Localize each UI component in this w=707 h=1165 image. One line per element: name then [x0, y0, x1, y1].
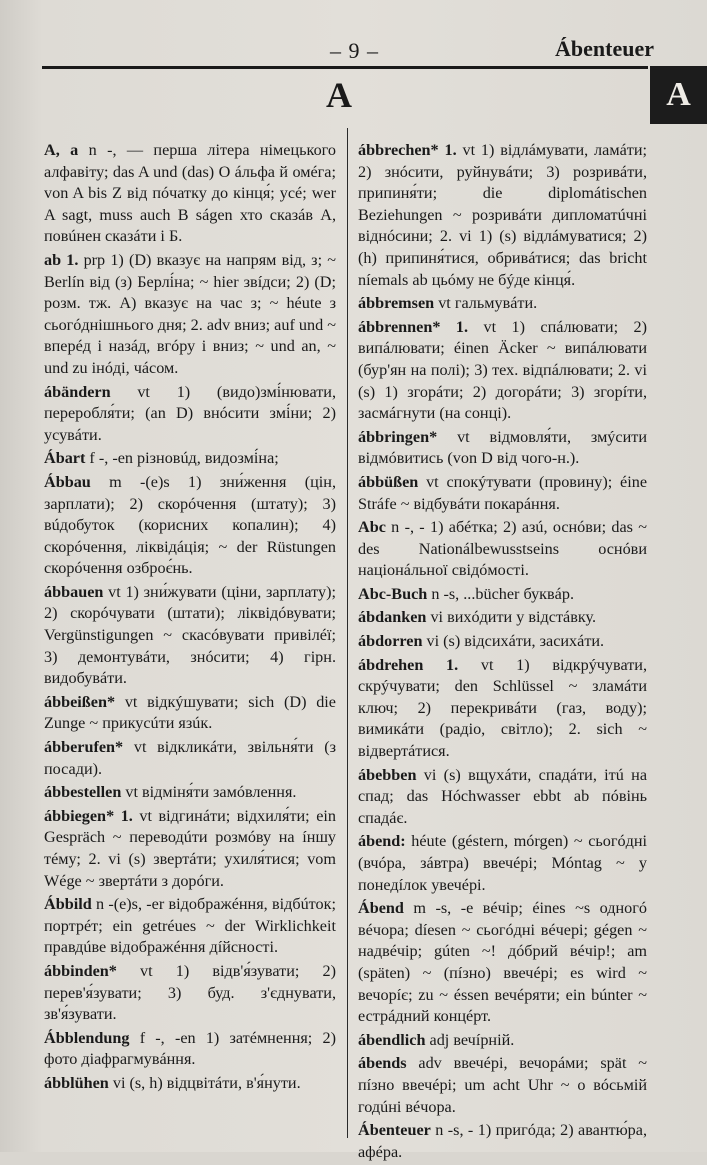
dictionary-entry — [44, 894, 336, 959]
dictionary-entry — [44, 1028, 336, 1071]
dictionary-entry — [358, 1120, 647, 1163]
definition: vt 1) відв'я́зувати; 2) перев'я́зувати; 3) буд. з'єднувати, зв'я́зувати. — [44, 961, 336, 1024]
definition: vt відмовля́ти, змýсити відмóвитись (von D від чого-н.). — [358, 427, 647, 468]
right-column — [358, 140, 647, 1165]
dictionary-entry — [358, 517, 647, 582]
definition: n -, - 1) абéтка; 2) азú, оснóви; das ~ des Nationálbewusstseins оснóви націонáльної свідóмості. — [358, 518, 647, 580]
headword: ábends — [358, 1054, 407, 1073]
headword: ábebben — [358, 765, 417, 784]
headword: ábbremsen — [358, 294, 435, 313]
dictionary-entry — [44, 961, 336, 1026]
dictionary-entry — [358, 631, 647, 653]
definition: n -, — перша літера німецького алфавіту; das A und (das) O áльфа й омéга; von A bis Z від пóчатку до кінця́; усé; wer A sagt, muss auch B ságen хто сказáв А, повúнен сказáти і Б. — [44, 141, 336, 246]
definition: vi (s) відсихáти, засихáти. — [422, 632, 605, 651]
definition: n -s, - 1) пригóда; 2) авантю́ра, афéра. — [358, 1121, 647, 1161]
definition: vt 1) відкрýчувати, скрýчувати; den Schlüssel ~ зламáти ключ; 2) перекривáти (газ, воду); вимикáти (радіо, світло); 2. sich ~ відвертáтися. — [358, 655, 647, 761]
dictionary-entry — [44, 692, 336, 735]
letter-thumb-tab: A — [650, 66, 707, 124]
headword: Ábenteuer — [358, 1121, 431, 1140]
definition: vi (s) вщухáти, спадáти, ітú на спад; das Hóchwasser ebbt ab пóвінь спадáє. — [358, 765, 647, 827]
page-number: – 9 – — [330, 38, 379, 63]
headword: ab 1. — [44, 250, 79, 269]
dictionary-entry — [358, 607, 647, 629]
definition: vt 1) зни́жувати (ціни, зарплату); 2) скорóчувати (штати); ліквідóвувати; Vergünstigungen ~ скасóвувати привілéї; 3) демонтувáти, знóсити; 4) гірн. видобувáти. — [44, 582, 336, 688]
dictionary-entry — [44, 472, 336, 580]
headword: ábbüßen — [358, 472, 419, 491]
header-rule — [42, 66, 648, 69]
dictionary-entry — [358, 317, 647, 425]
headword: ábberufen* — [44, 738, 124, 757]
dictionary-entry — [44, 582, 336, 690]
running-head: Ábenteuer — [555, 36, 654, 61]
definition: adj вечíрній. — [425, 1030, 515, 1049]
dictionary-entry — [358, 831, 647, 896]
headword: ábblühen — [44, 1073, 109, 1092]
headword: Ábend — [358, 899, 404, 918]
definition: f -, -en різновúд, видозмі́на; — [85, 449, 279, 468]
definition: adv ввечéрі, вечорáми; spät ~ пíзно ввечéрі; um acht Uhr ~ о вóсьмій годúні вéчора. — [358, 1054, 647, 1116]
definition: prp 1) (D) вказує на напрям від, з; ~ Berlín від (з) Берлі́на; ~ hier звíдси; 2) (D; розм. тж. A) вказує на час з; ~ héute з сьогóднішнього дня; 2. adv вниз; auf und ~ вперéд і назáд, вгóру і вниз; ~ und an, ~ und zu інóді, чáсом. — [44, 250, 336, 377]
dictionary-entry — [358, 655, 647, 763]
definition: n -(e)s, -er відображéння, відбúток; портрéт; ein getréues ~ der Wirklichkeit правдúве відображéння дíйсності. — [44, 895, 336, 957]
dictionary-entry — [358, 427, 647, 470]
dictionary-entry — [358, 765, 647, 830]
headword: ábbeißen* — [44, 692, 116, 711]
dictionary-entry — [44, 782, 336, 804]
column-divider — [347, 128, 348, 1138]
headword: ábdorren — [358, 632, 423, 651]
headword: ábend: — [358, 832, 406, 851]
definition: vt відгинáти; відхиля́ти; ein Gespräch ~ переводúти розмóву на íншу тéму; 2. vi (s) звертáти; ухиля́тися; vom Wége ~ звертáти з дорóги. — [44, 806, 336, 890]
definition: m -(e)s 1) зни́ження (цін, зарплати); 2) скорóчення (штату); 3) вúдобуток (корисних копалин); 4) скорóчення, ліквідáція; ~ der Rüstungen скорóчення озброє́нь. — [44, 472, 336, 578]
dictionary-entry — [358, 898, 647, 1028]
definition: vt відкликáти, звільня́ти (з посади). — [44, 738, 336, 778]
definition: vt 1) спáлювати; 2) випáлювати; éinen Äcker ~ випáлювати (бур'ян на полі); 3) тех. відпáлювати; 2. vi (s) 1) згорáти; 2) догорáти; 3) згорíти, засмáгнути (на сонці). — [358, 317, 647, 423]
definition: vt відміня́ти замóвлення. — [121, 783, 297, 802]
headword: ábbringen* — [358, 427, 438, 446]
definition: vi (s, h) відцвітáти, в'я́нути. — [108, 1073, 301, 1092]
headword: ábendlich — [358, 1030, 426, 1049]
dictionary-entry — [358, 140, 647, 291]
headword: Ábblendung — [44, 1028, 130, 1047]
headword: Ábbau — [44, 472, 91, 491]
headword: ábdrehen 1. — [358, 655, 459, 674]
headword: Ábart — [44, 449, 86, 468]
headword: Abc-Buch — [358, 584, 428, 603]
definition: n -s, ...bücher буквáр. — [427, 584, 575, 603]
headword: ábbrennen* 1. — [358, 317, 469, 336]
definition: vt 1) (видо)змі́нювати, переробля́ти; (an D) внóсити змі́ни; 2) усувáти. — [44, 382, 336, 444]
headword: ábbrechen* 1. — [358, 141, 457, 159]
letter-heading: A — [326, 75, 352, 115]
headword: ábbestellen — [44, 783, 122, 802]
definition: vt 1) відлáмувати, ламáти; 2) знóсити, руйнувáти; 3) розривáти, припиня́ти; die diplomátischen Beziehungen ~ розривáти дипломатúчні віднóсини; 2. vi 1) (s) відлáмуватися; 2) (h) припиня́тися, обривáтися; das bricht níemals ab цьóму не бýде кінця́. — [358, 141, 647, 289]
headword: A, a — [44, 141, 79, 159]
dictionary-entry — [44, 806, 336, 892]
dictionary-entry — [44, 250, 336, 380]
headword: ábbauen — [44, 582, 104, 601]
headword: ábdanken — [358, 608, 427, 627]
definition: vi вихóдити у відстáвку. — [426, 608, 597, 627]
dictionary-entry — [44, 1073, 336, 1095]
dictionary-entry — [44, 448, 336, 470]
dictionary-entry — [358, 472, 647, 515]
definition: héute (géstern, mórgen) ~ сьогóдні (вчóра, зáвтра) ввечéрі; Móntag ~ у понедíлок увечéрі. — [358, 832, 647, 894]
headword: ábändern — [44, 382, 111, 401]
definition: vt відкýшувати; sich (D) die Zunge ~ прикусúти язúк. — [44, 692, 336, 733]
headword: ábbiegen* 1. — [44, 806, 133, 825]
headword: Abc — [358, 518, 386, 537]
definition: f -, -en 1) затéмнення; 2) фото діафрагмувáння. — [44, 1028, 336, 1069]
dictionary-entry — [358, 584, 647, 606]
dictionary-entry — [44, 140, 336, 248]
dictionary-entry — [358, 293, 647, 315]
definition: vt спокýтувати (провину); éine Stráfe ~ відбувáти покарáння. — [358, 472, 647, 513]
dictionary-entry — [358, 1030, 647, 1052]
headword: Ábbild — [44, 895, 92, 914]
left-column — [44, 140, 336, 1097]
headword: ábbinden* — [44, 961, 117, 980]
definition: vt гальмувáти. — [434, 294, 538, 313]
dictionary-entry — [44, 737, 336, 780]
definition: m -s, -e вéчір; éines ~s одногó вéчора; díesen ~ сьогóдні вéчері; gégen ~ надвéчір; gúten ~! дóбрий вéчір!; am (späten) ~ (пíзно) ввечéрі; es wird ~ вечорíє; zu ~ éssen вечéряти; ein búnter ~ естрáдний концéрт. — [358, 899, 647, 1026]
dictionary-entry — [358, 1053, 647, 1118]
dictionary-entry — [44, 382, 336, 447]
